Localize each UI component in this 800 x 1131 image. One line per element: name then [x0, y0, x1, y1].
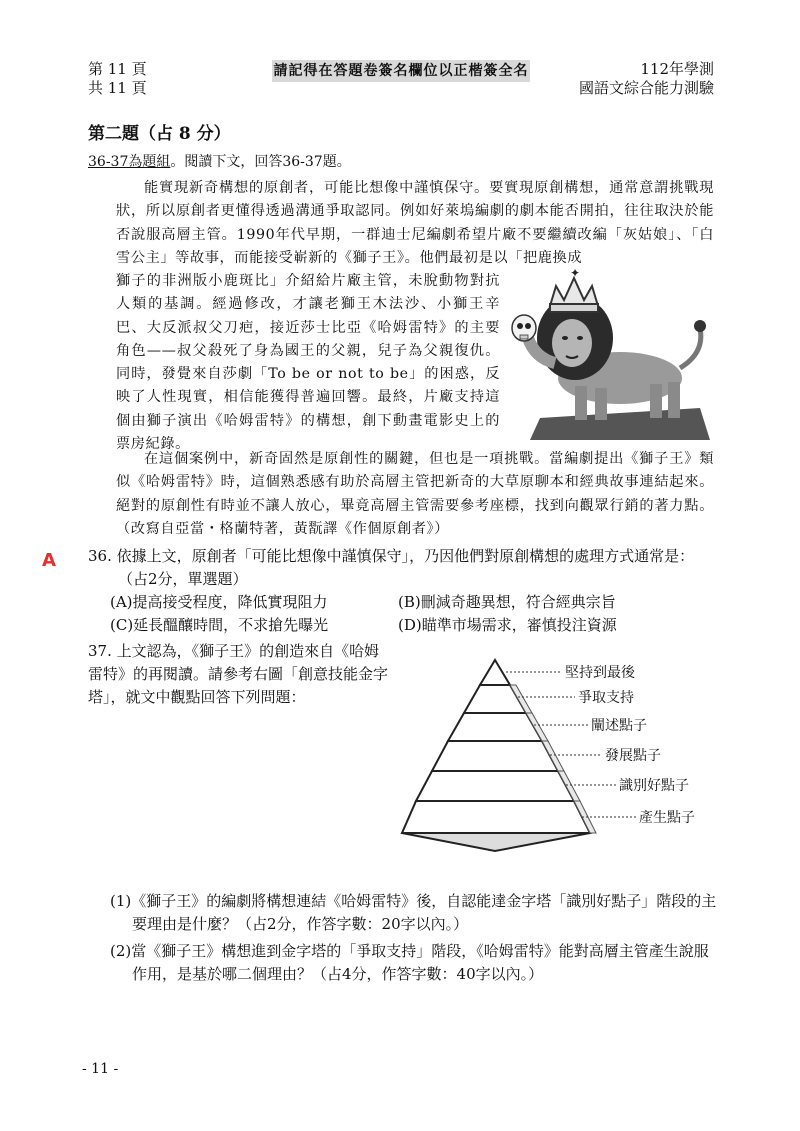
exam-year: 112年學測 — [640, 60, 714, 78]
pyramid-level-1: 堅持到最後 — [565, 665, 635, 681]
question-37-stem: 37. 上文認為，《獅子王》的創造來自《哈姆雷特》的再閱讀。請參考右圖「創意技能金字塔」，就文中觀點回答下列問題： — [88, 642, 389, 706]
passage-paragraph-1 — [116, 177, 714, 270]
exam-subject: 國語文綜合能力測驗 — [578, 79, 714, 97]
question-37-sub-1: (1)《獅子王》的編劇將構想連結《哈姆雷特》後，自認能達金字塔「識別好點子」階段的主要理由是什麼？（占2分，作答字數：20字以內。） — [110, 892, 717, 933]
question-group-intro — [88, 151, 351, 171]
question-36-stem: 36. 依據上文，原創者「可能比想像中謹慎保守」，乃因他們對原創構想的處理方式通常是： — [88, 547, 695, 565]
option-b[interactable]: (B)刪減奇趣異想，符合經典宗旨 — [398, 593, 616, 611]
option-a[interactable]: (A)提高接受程度，降低實現阻力 — [110, 593, 328, 611]
passage-paragraph-1-text: 能實現新奇構想的原創者，可能比想像中謹慎保守。要實現原創構想，通常意謂挑戰現狀，所以原創者更懂得透過溝通爭取認同。例如好萊塢編劇的劇本能否開拍，往往取決於能否說服高層主管。1990年代早期，一群迪士尼編劇希望片廠不要繼續改編「灰姑娘」、「白雪公主」等故事，而能接受嶄新的《獅子王》。他們最初是以「把鹿換成 — [116, 180, 714, 266]
pyramid-level-5: 識別好點子 — [619, 778, 689, 794]
page-number: 第 11 頁 — [88, 60, 147, 78]
question-36 — [88, 545, 718, 591]
signature-reminder-banner: 請記得在答題卷簽名欄位以正楷簽全名 — [272, 60, 530, 82]
pyramid-level-4: 發展點子 — [605, 748, 661, 764]
passage-paragraph-2-text: 在這個案例中，新奇固然是原創性的關鍵，但也是一項挑戰。當編劇提出《獅子王》類似《哈姆雷特》時，這個熟悉感有助於高層主管把新奇的大草原聊本和經典故事連結起來。絕對的原創性有時並不讓人放心，畢竟高層主管需要參考座標，找到向觀眾行銷的著力點。（改寫自亞當・格蘭特著，黃翫譯《作個原創者》） — [116, 451, 714, 537]
lion-king-illustration — [500, 268, 716, 440]
pyramid-level-2: 爭取支持 — [578, 690, 634, 706]
passage-paragraph-2 — [116, 448, 714, 541]
option-c[interactable]: (C)延長醞釀時間，不求搶先曝光 — [110, 616, 329, 634]
section-title: 第二題（占 8 分） — [88, 124, 231, 144]
group-instruction: 。閱讀下文，回答36-37題。 — [170, 154, 351, 170]
question-36-note: （占2分，單選題） — [118, 570, 248, 588]
creative-skills-pyramid — [400, 655, 730, 860]
page-footer-number: - 11 - — [82, 1061, 119, 1077]
question-37-subquestions — [110, 890, 720, 986]
answer-marker: A — [42, 550, 56, 571]
option-d[interactable]: (D)瞄準市場需求，審慎投注資源 — [398, 616, 617, 634]
pyramid-level-6: 產生點子 — [639, 810, 695, 826]
svg-text:✦: ✦ — [570, 268, 581, 280]
group-range: 36-37為題組 — [88, 154, 171, 170]
question-37-sub-2: (2)當《獅子王》構想進到金字塔的「爭取支持」階段，《哈姆雷特》能對高層主管產生說服作用，是基於哪二個理由？（占4分，作答字數：40字以內。） — [110, 942, 709, 983]
page-total: 共 11 頁 — [88, 79, 147, 97]
pyramid-level-3: 闡述點子 — [591, 718, 647, 734]
passage-paragraph-1-continued: 獅子的非洲版小鹿斑比」介紹給片廠主管，未脫動物對抗人類的基調。經過修改，才讓老獅王木法沙、小獅王辛巴、大反派叔父刀疤，接近莎士比亞《哈姆雷特》的主要角色——叔父殺死了身為國王的父親，兒子為父親復仇。同時，發覺來自莎劇「To be or not to be」的困惑，反映了人性現實，相信能獲得普遍回響。最終，片廠支持這個由獅子演出《哈姆雷特》的構想，創下動畫電影史上的票房紀錄。 — [116, 273, 500, 453]
